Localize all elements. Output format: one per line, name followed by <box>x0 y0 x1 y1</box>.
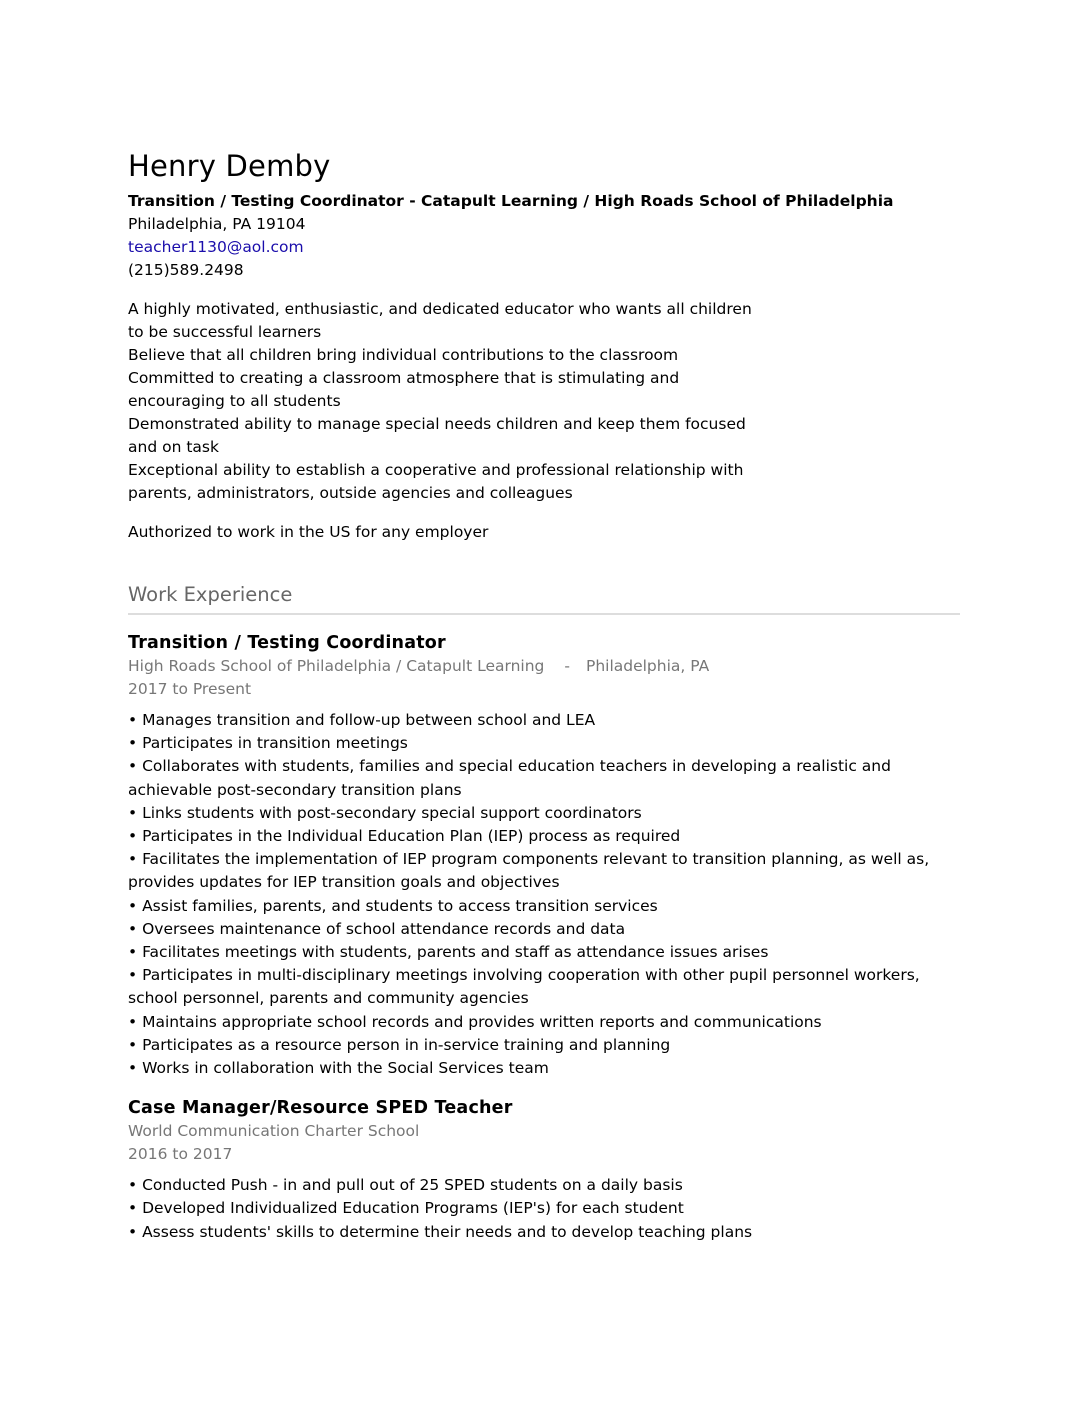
bullet-line: • Facilitates the implementation of IEP program components relevant to transition planning, as well as, <box>128 850 930 869</box>
summary <box>128 298 788 505</box>
phone: (215)589.2498 <box>128 261 244 279</box>
bullet-line: • Participates in transition meetings <box>128 734 408 753</box>
job-entry <box>128 631 968 1080</box>
email-link[interactable]: teacher1130@aol.com <box>128 238 304 256</box>
summary-line: to be successful learners <box>128 323 322 341</box>
work-authorization: Authorized to work in the US for any employer <box>128 523 489 541</box>
bullet-line: achievable post-secondary transition plans <box>128 780 462 799</box>
candidate-name: Henry Demby <box>128 149 331 183</box>
summary-line: parents, administrators, outside agencies and colleagues <box>128 484 573 502</box>
job-bullets <box>128 709 968 1080</box>
bullet-line: • Developed Individualized Education Programs (IEP's) for each student <box>128 1199 684 1218</box>
summary-line: Demonstrated ability to manage special needs children and keep them focused <box>128 415 746 433</box>
bullet-line: • Facilitates meetings with students, parents and staff as attendance issues arises <box>128 943 769 962</box>
bullet-line: • Participates in the Individual Education Plan (IEP) process as required <box>128 827 681 846</box>
job-dates: 2017 to Present <box>128 680 252 698</box>
summary-line: A highly motivated, enthusiastic, and dedicated educator who wants all children <box>128 300 752 318</box>
bullet-line: • Conducted Push - in and pull out of 25 SPED students on a daily basis <box>128 1176 683 1195</box>
meta-separator: - <box>564 657 570 675</box>
bullet-line: • Participates as a resource person in in-service training and planning <box>128 1035 671 1054</box>
bullet-line: • Collaborates with students, families and special education teachers in developing a realistic and <box>128 757 891 776</box>
job-dates: 2016 to 2017 <box>128 1145 233 1164</box>
job-location: Philadelphia, PA <box>585 657 710 675</box>
job-title: Case Manager/Resource SPED Teacher <box>128 1098 513 1119</box>
bullet-line: school personnel, parents and community agencies <box>128 989 529 1008</box>
job-entry <box>128 1096 968 1244</box>
bullet-line: • Manages transition and follow-up between school and LEA <box>128 711 596 729</box>
job-company: High Roads School of Philadelphia / Catapult Learning <box>128 657 545 675</box>
resume-page <box>128 148 968 1244</box>
job-company: World Communication Charter School <box>128 1122 420 1141</box>
bullet-line: • Works in collaboration with the Social Services team <box>128 1059 549 1078</box>
job-bullets <box>128 1174 968 1244</box>
location: Philadelphia, PA 19104 <box>128 215 306 233</box>
bullet-line: • Maintains appropriate school records and provides written reports and communications <box>128 1012 822 1031</box>
bullet-line: • Assist families, parents, and students to access transition services <box>128 896 658 915</box>
summary-line: Committed to creating a classroom atmosphere that is stimulating and <box>128 369 680 387</box>
section-title-work-experience: Work Experience <box>128 583 293 606</box>
bullet-line: • Links students with post-secondary special support coordinators <box>128 803 642 822</box>
section-divider <box>128 613 960 615</box>
summary-line: and on task <box>128 438 219 456</box>
bullet-line: • Participates in multi-disciplinary meetings involving cooperation with other pupil personnel workers, <box>128 966 920 985</box>
job-company-line <box>128 655 968 678</box>
summary-line: Believe that all children bring individual contributions to the classroom <box>128 346 679 364</box>
bullet-line: • Assess students' skills to determine their needs and to develop teaching plans <box>128 1222 753 1241</box>
bullet-line: provides updates for IEP transition goals and objectives <box>128 873 560 892</box>
job-title: Transition / Testing Coordinator <box>128 633 446 653</box>
summary-line: encouraging to all students <box>128 392 341 410</box>
bullet-line: • Oversees maintenance of school attendance records and data <box>128 919 626 938</box>
summary-line: Exceptional ability to establish a cooperative and professional relationship with <box>128 461 744 479</box>
headline: Transition / Testing Coordinator - Catapult Learning / High Roads School of Philadelphia <box>128 192 894 210</box>
